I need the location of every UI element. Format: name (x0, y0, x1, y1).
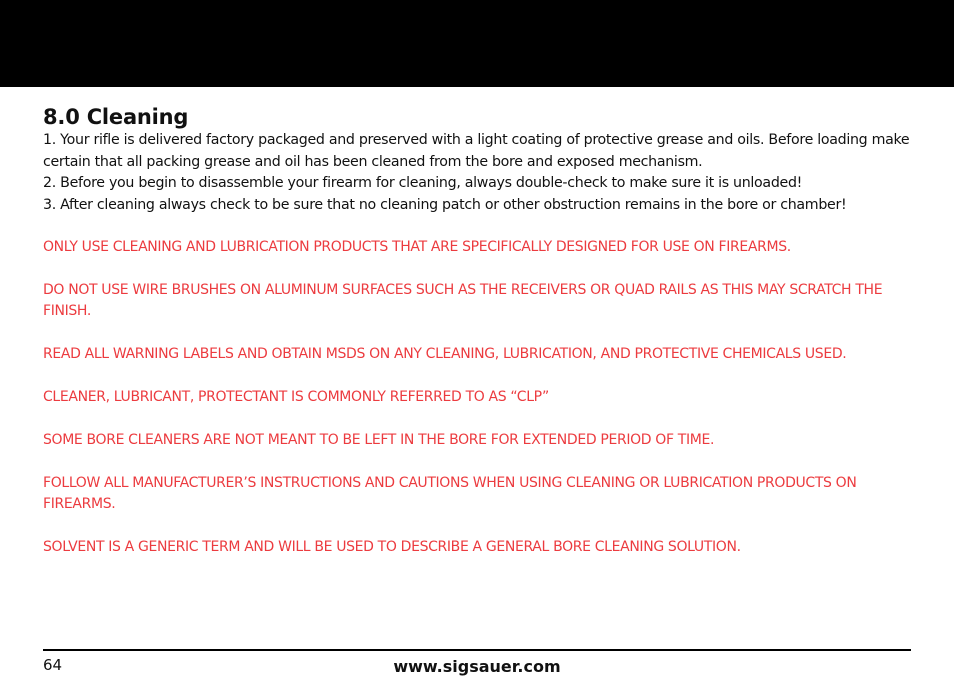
footer-divider (43, 649, 911, 651)
cleaning-step: 2. Before you begin to disassemble your firearm for cleaning, always double-check to make sure it is unloaded! (43, 175, 803, 191)
warning-note: ONLY USE CLEANING AND LUBRICATION PRODUCTS THAT ARE SPECIFICALLY DESIGNED FOR USE ON FIREARMS. (43, 239, 791, 255)
header-band (0, 0, 954, 87)
cleaning-step: 3. After cleaning always check to be sure that no cleaning patch or other obstruction remains in the bore or chamber! (43, 196, 847, 213)
warning-note: FOLLOW ALL MANUFACTURER’S INSTRUCTIONS AND CAUTIONS WHEN USING CLEANING OR LUBRICATION PRODUCTS ON FIREARMS. (43, 475, 857, 512)
warning-list (43, 237, 913, 558)
warning-note: CLEANER, LUBRICANT, PROTECTANT IS COMMONLY REFERRED TO AS “CLP” (43, 389, 549, 405)
page-content (43, 104, 913, 580)
warning-note: READ ALL WARNING LABELS AND OBTAIN MSDS ON ANY CLEANING, LUBRICATION, AND PROTECTIVE CHEMICALS USED. (43, 346, 847, 362)
footer-website-link[interactable]: www.sigsauer.com (393, 657, 561, 676)
warning-note: SOLVENT IS A GENERIC TERM AND WILL BE USED TO DESCRIBE A GENERAL BORE CLEANING SOLUTION. (43, 539, 741, 555)
warning-note: SOME BORE CLEANERS ARE NOT MEANT TO BE LEFT IN THE BORE FOR EXTENDED PERIOD OF TIME. (43, 432, 715, 448)
page-number: 64 (43, 656, 63, 674)
cleaning-step: 1. Your rifle is delivered factory packaged and preserved with a light coating of protective grease and oils. Before loading make certain that all packing grease and oil has been cleaned from the bore and exposed mechanism. (43, 132, 910, 170)
section-title: 8.0 Cleaning (43, 105, 189, 129)
warning-note: DO NOT USE WIRE BRUSHES ON ALUMINUM SURFACES SUCH AS THE RECEIVERS OR QUAD RAILS AS THIS MAY SCRATCH THE FINISH. (43, 282, 883, 319)
cleaning-steps (43, 130, 913, 216)
